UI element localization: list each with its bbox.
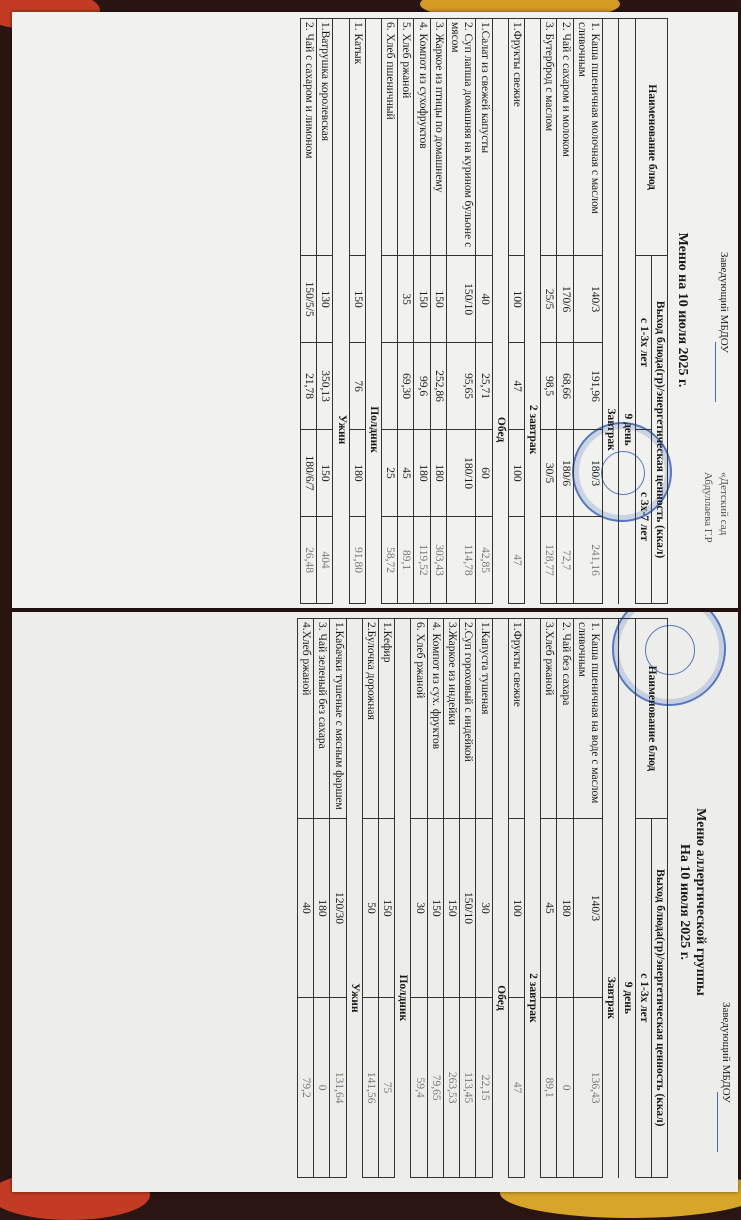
table-row: [398, 19, 414, 604]
head-label: Заведующий МБДОУ: [718, 252, 730, 353]
dish-name: 2. Чай с сахаром и лимоном: [300, 19, 316, 256]
table-row: [379, 619, 395, 1178]
dish-energy: 47: [508, 517, 524, 604]
day-label: 9 день: [619, 818, 635, 1177]
dish-name: 5. Хлеб ржаной: [398, 19, 414, 256]
dish-output: 180/6/7: [300, 430, 316, 517]
table-row: [508, 19, 524, 604]
dish-energy: [382, 343, 398, 430]
stamp-line: Абдуллаева Г.Р: [702, 472, 714, 543]
dish-output: 150: [430, 256, 446, 343]
column-header-age: с 1-3х лет: [635, 818, 651, 1177]
dish-energy: 89,1: [541, 998, 557, 1178]
dish-name: 2.Суп гороховый с индейкой: [460, 619, 476, 819]
dish-energy: 263,53: [443, 998, 459, 1178]
dish-output: 180: [430, 430, 446, 517]
dish-name: 3.Жаркое из индейки: [443, 619, 459, 819]
dish-energy: 91,80: [349, 517, 365, 604]
table-row: [573, 619, 602, 1178]
dish-output: 150: [427, 818, 443, 998]
dish-energy: 350,13: [317, 343, 333, 430]
dish-energy: 119,52: [414, 517, 430, 604]
stamp-line: «Детский сад: [718, 472, 730, 536]
dish-output: 130: [317, 256, 333, 343]
dish-output: 180: [349, 430, 365, 517]
column-header-age: с 1-3х лет: [635, 256, 651, 430]
page-title: Меню аллергической группы: [693, 808, 708, 996]
dish-name: 3. Бутерброд с маслом: [541, 19, 557, 256]
column-header-name: Наименование блюд: [635, 619, 667, 819]
dish-energy: 114,78: [446, 517, 475, 604]
dish-name: 3. Чай зеленый без сахара: [314, 619, 330, 819]
dish-output: 150: [443, 818, 459, 998]
dish-name: 4. Компот из сухофруктов: [414, 19, 430, 256]
menu-table: [300, 18, 668, 604]
table-row: [541, 619, 557, 1178]
dish-energy: 131,64: [330, 998, 346, 1178]
dish-name: 4.Хлеб ржаной: [297, 619, 313, 819]
dish-name: 3.Хлеб ржаной: [541, 619, 557, 819]
dish-energy: 26,48: [300, 517, 316, 604]
table-row: [476, 619, 492, 1178]
dish-output: 180: [314, 818, 330, 998]
dish-energy: 89,1: [398, 517, 414, 604]
table-row: [557, 19, 573, 604]
table-row: [430, 19, 446, 604]
menu-sheet-allergy: [12, 612, 738, 1192]
table-row: [508, 619, 524, 1178]
dish-output: 25/5: [541, 256, 557, 343]
table-row: [573, 19, 602, 604]
dish-energy: 303,43: [430, 517, 446, 604]
dish-energy: 95,65: [446, 343, 475, 430]
dish-energy: 68,66: [557, 343, 573, 430]
dish-energy: 0: [557, 998, 573, 1178]
dish-name: 1.Ватрушка королевская: [317, 19, 333, 256]
table-row: [362, 619, 378, 1178]
section-title: Ужин: [333, 256, 349, 604]
dish-output: 45: [541, 818, 557, 998]
dish-energy: 128,77: [541, 517, 557, 604]
dish-output: 180/10: [446, 430, 475, 517]
table-row: [541, 19, 557, 604]
section-title: Завтрак: [603, 256, 619, 604]
dish-energy: 42,85: [476, 517, 492, 604]
dish-name: 2. Чай без сахара: [557, 619, 573, 819]
dish-energy: 191,96: [573, 343, 602, 430]
column-header-name: Наименование блюд: [635, 19, 667, 256]
table-row: [443, 619, 459, 1178]
dish-output: 180: [414, 430, 430, 517]
section-title: Обед: [492, 256, 508, 604]
dish-output: 140/3: [573, 818, 602, 998]
table-row: [427, 619, 443, 1178]
dish-output: 40: [297, 818, 313, 998]
dish-output: 150: [349, 256, 365, 343]
table-row: [557, 619, 573, 1178]
dish-energy: 0: [314, 998, 330, 1178]
table-row: [414, 19, 430, 604]
table-row: [446, 19, 475, 604]
dish-output: 170/6: [557, 256, 573, 343]
dish-output: 100: [508, 256, 524, 343]
head-label: Заведующий МБДОУ: [720, 1002, 732, 1103]
dish-output: 140/3: [573, 256, 602, 343]
dish-name: 2. Чай с сахаром и молоком: [557, 19, 573, 256]
table-row: [330, 619, 346, 1178]
dish-energy: 47: [508, 998, 524, 1178]
dish-name: 4. Компот из сух. фруктов: [427, 619, 443, 819]
dish-output: 180/3: [573, 430, 602, 517]
dish-name: 1.Фрукты свежие: [508, 19, 524, 256]
section-title: Обед: [492, 818, 508, 1177]
dish-output: 150/5/5: [300, 256, 316, 343]
table-row: [411, 619, 427, 1178]
column-header-output: Выход блюда(гр)/энергетическая ценность (ккал): [651, 818, 667, 1177]
dish-name: 1.Кефир: [379, 619, 395, 819]
table-row: [382, 19, 398, 604]
dish-name: 1.Кабачки тушеные с мясным фаршем: [330, 619, 346, 819]
dish-output: 180: [557, 818, 573, 998]
table-row: [349, 19, 365, 604]
table-row: [476, 19, 492, 604]
dish-energy: 98,5: [541, 343, 557, 430]
dish-name: 1. Катык: [349, 19, 365, 256]
section-title: Полдник: [395, 818, 411, 1177]
dish-output: 180/6: [557, 430, 573, 517]
dish-output: 150: [414, 256, 430, 343]
dish-energy: 59,4: [411, 998, 427, 1178]
dish-name: 1. Каша пшеничная молочная с маслом сливочным: [573, 19, 602, 256]
dish-name: 1.Капуста тушеная: [476, 619, 492, 819]
section-title: Ужин: [346, 818, 362, 1177]
dish-output: 25: [382, 430, 398, 517]
dish-output: 150/10: [460, 818, 476, 998]
section-title: 2 завтрак: [525, 818, 541, 1177]
dish-energy: 47: [508, 343, 524, 430]
table-row: [317, 19, 333, 604]
dish-output: 100: [508, 818, 524, 998]
dish-energy: 58,72: [382, 517, 398, 604]
dish-name: 1.Салат из свежей капусты: [476, 19, 492, 256]
dish-name: 6. Хлеб ржаной: [411, 619, 427, 819]
dish-energy: 141,56: [362, 998, 378, 1178]
day-label: 9 день: [619, 256, 635, 604]
dish-energy: 241,16: [573, 517, 602, 604]
column-header-age: с 3х-7 лет: [635, 430, 651, 604]
dish-energy: 404: [317, 517, 333, 604]
dish-name: 6. Хлеб пшеничный: [382, 19, 398, 256]
section-title: Полдник: [365, 256, 381, 604]
dish-name: 3. Жаркое из птицы по домашнему: [430, 19, 446, 256]
dish-energy: 75: [379, 998, 395, 1178]
dish-energy: 69,30: [398, 343, 414, 430]
dish-energy: 72,7: [557, 517, 573, 604]
dish-output: 30: [476, 818, 492, 998]
page-subtitle: На 10 июля 2025 г.: [677, 843, 692, 960]
dish-energy: 76: [349, 343, 365, 430]
dish-output: 120/30: [330, 818, 346, 998]
dish-name: 2. Суп лапша домашняя на курином бульоне с мясом: [446, 19, 475, 256]
dish-output: 150: [379, 818, 395, 998]
dish-name: 1.Фрукты свежие: [508, 619, 524, 819]
dish-output: 150/10: [446, 256, 475, 343]
dish-name: 2.Булочка дорожная: [362, 619, 378, 819]
dish-energy: 113,45: [460, 998, 476, 1178]
dish-name: 1. Каша пшеничная на воде с маслом сливочным: [573, 619, 602, 819]
dish-output: [382, 256, 398, 343]
column-header-output: Выход блюда(гр)/энергетическая ценность (ккал): [651, 256, 667, 604]
table-row: [300, 19, 316, 604]
signature: [717, 1092, 718, 1152]
page-title: Меню на 10 июля 2025 г.: [675, 232, 690, 388]
dish-energy: 252,86: [430, 343, 446, 430]
dish-output: 30: [411, 818, 427, 998]
dish-output: 40: [476, 256, 492, 343]
dish-output: 60: [476, 430, 492, 517]
dish-energy: 136,43: [573, 998, 602, 1178]
dish-energy: 25,71: [476, 343, 492, 430]
allergy-menu-table: [297, 618, 668, 1178]
dish-output: 50: [362, 818, 378, 998]
section-title: 2 завтрак: [525, 256, 541, 604]
dish-output: 30/5: [541, 430, 557, 517]
table-row: [297, 619, 313, 1178]
table-row: [460, 619, 476, 1178]
table-row: [314, 619, 330, 1178]
dish-energy: 99,6: [414, 343, 430, 430]
dish-output: 150: [317, 430, 333, 517]
dish-output: 45: [398, 430, 414, 517]
section-title: Завтрак: [603, 818, 619, 1177]
dish-energy: 21,78: [300, 343, 316, 430]
signature: [715, 342, 716, 402]
menu-sheet-general: [12, 12, 738, 608]
dish-energy: 79,2: [297, 998, 313, 1178]
dish-output: 100: [508, 430, 524, 517]
dish-output: 35: [398, 256, 414, 343]
dish-energy: 22,15: [476, 998, 492, 1178]
dish-energy: 79,65: [427, 998, 443, 1178]
